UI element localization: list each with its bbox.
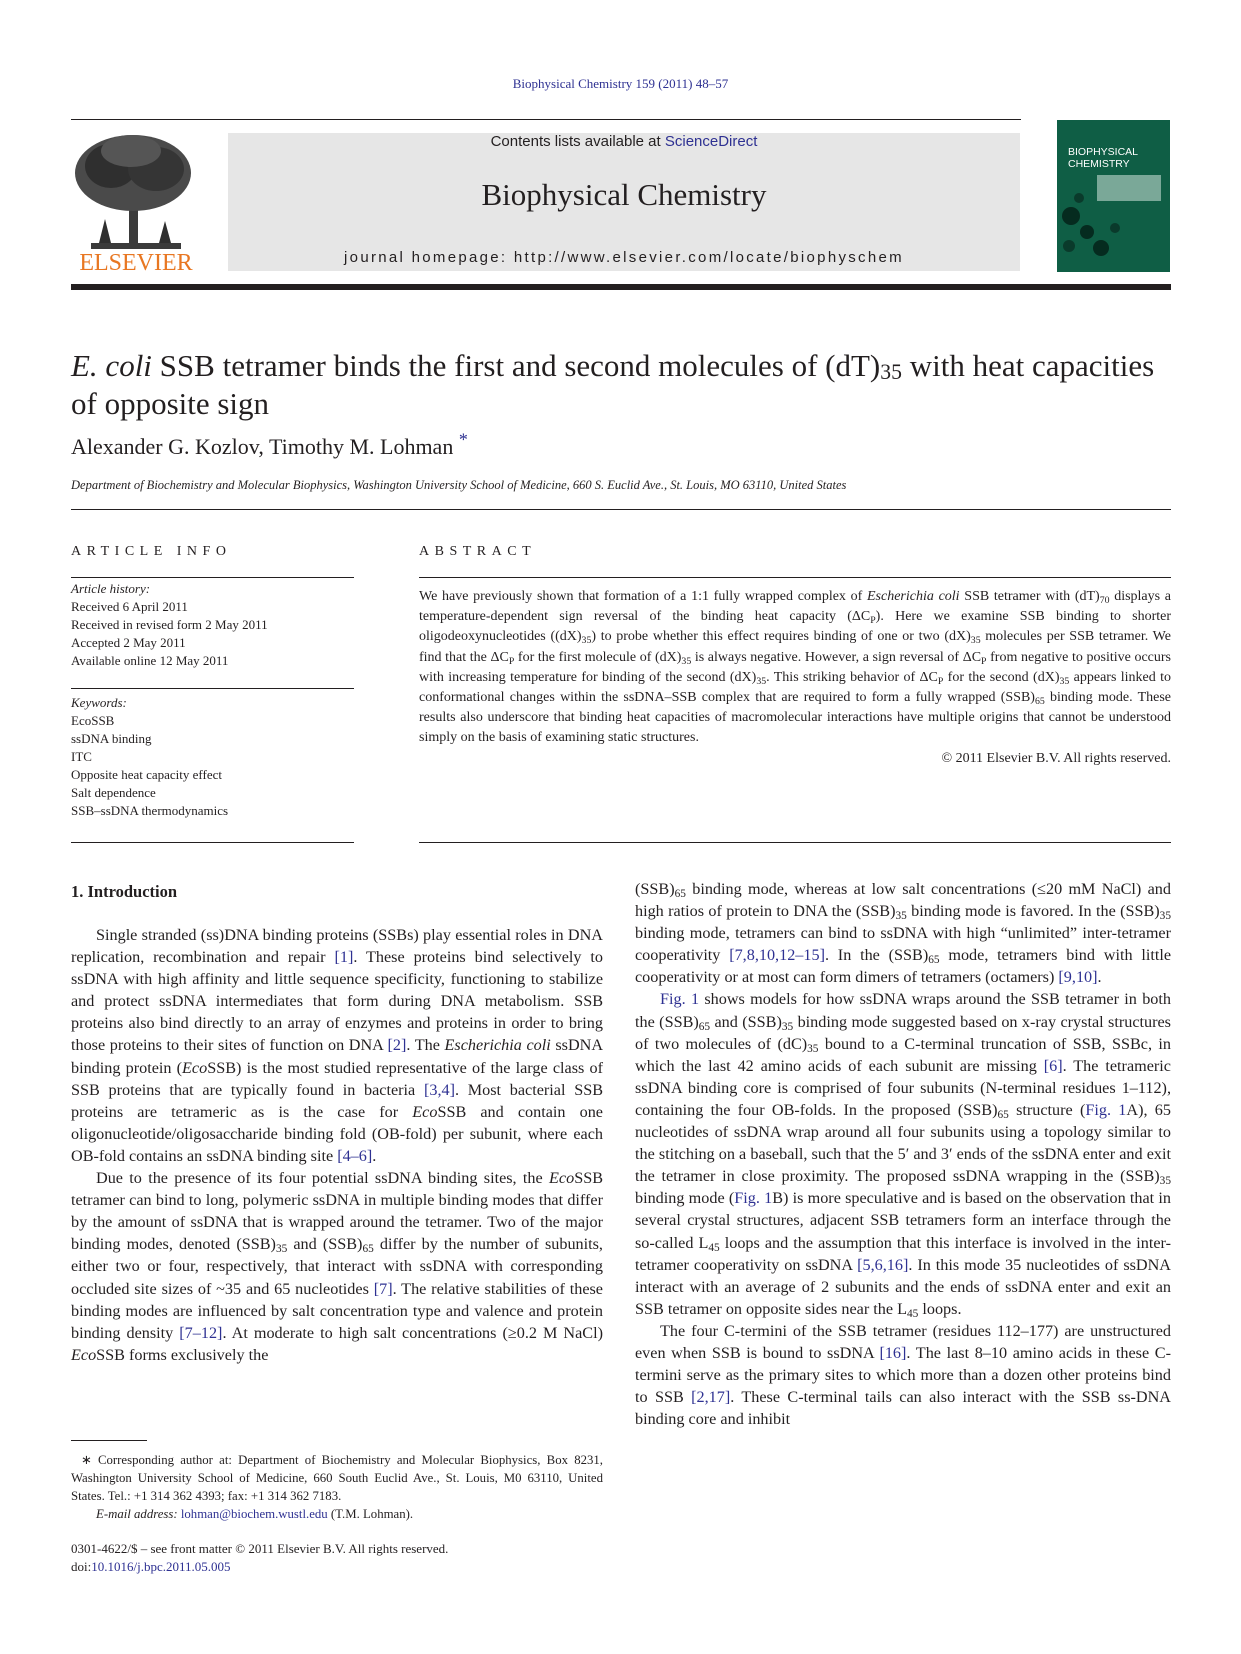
history-label: Article history: (71, 581, 151, 596)
ref-link[interactable]: [7–12] (179, 1323, 223, 1342)
ref-link[interactable]: [2] (387, 1036, 407, 1055)
elsevier-logo (71, 131, 201, 273)
title-part1: SSB tetramer binds the first and second molecules of (dT) (151, 348, 881, 383)
doi-prefix: doi: (71, 1559, 92, 1574)
title-rule (71, 509, 1171, 510)
revised-date: Received in revised form 2 May 2011 (71, 617, 268, 632)
section-heading-introduction: 1. Introduction (71, 882, 178, 901)
keyword: ssDNA binding (71, 731, 152, 746)
issn-block (71, 1540, 448, 1576)
keyword: Salt dependence (71, 785, 156, 800)
keywords (71, 694, 228, 820)
ref-link[interactable]: [7] (373, 1279, 393, 1298)
abstract-heading: ABSTRACT (419, 544, 537, 559)
affiliation: Department of Biochemistry and Molecular Biophysics, Washington University School of Medicine, 660 S. Euclid Ave., St. Louis, MO 63110, United States (71, 478, 847, 492)
keyword: Opposite heat capacity effect (71, 767, 222, 782)
contents-prefix: Contents lists available at (490, 133, 665, 150)
title-part2: with heat capacities of opposite sign (71, 348, 1155, 421)
abstract-rule (419, 577, 1171, 578)
corresponding-author-footnote: ∗ Corresponding author at: Department of Biochemistry and Molecular Biophysics, Box 8231, Washington University School of Medicine, 660 South Euclid Ave., St. Louis, M0 63110, United States. Tel.: +1 314 362 4393; fax: +1 314 362 7183. E-mail address: lohman@biochem.wustl.edu (T.M. Lohman). (71, 1453, 604, 1521)
online-date: Available online 12 May 2011 (71, 653, 229, 668)
received-date: Received 6 April 2011 (71, 599, 188, 614)
article-history (71, 580, 268, 670)
keywords-label: Keywords: (71, 695, 127, 710)
figure-link[interactable]: Fig. 1 (1085, 1100, 1127, 1119)
ref-link[interactable]: [4–6] (337, 1146, 373, 1165)
author-list (71, 429, 468, 460)
journal-masthead (228, 133, 1020, 271)
article-info-bottom-rule (71, 842, 354, 843)
keywords-rule (71, 688, 354, 689)
intro-right-column (635, 878, 1171, 1430)
figure-link[interactable]: Fig. 1 (734, 1189, 773, 1208)
journal-title: Biophysical Chemistry (481, 177, 767, 212)
cover-title-line1: BIOPHYSICAL (1068, 146, 1139, 158)
ref-link[interactable]: [2,17] (691, 1388, 731, 1407)
ref-link[interactable]: [5,6,16] (857, 1255, 909, 1274)
paragraph: $(SSB)_{65}$ binding mode, whereas at low salt concentrations (≤20 mM NaCl) and high ratios of protein to DNA the $(SSB)_{35}$ binding mode is favored. In the $(SSB)_{35}$ binding mode, tetramers can bind to ssDNA with high “unlimited” inter-tetramer cooperativity [7,8,10,12–15]. In the $(SSB)_{65}$ mode, tetramers bind with little cooperativity or at most can form dimers of tetramers (octamers) [9,10]. (635, 880, 1172, 987)
ref-link[interactable]: [6] (1043, 1056, 1063, 1075)
paragraph: Fig. 1 shows models for how ssDNA wraps around the SSB tetramer in both the $(SSB)_{65}$ and $(SSB)_{35}$ binding mode suggested based on x-ray crystal structures of two molecules of $(dC)_{35}$ bound to a C-terminal truncation of SSB, SSBc, in which the last 42 amino acids of each subunit are missing [6]. The tetrameric ssDNA binding core is comprised of four subunits (N-terminal residues 1–112), containing the four OB-folds. In the proposed $(SSB)_{65}$ structure (Fig. 1A), 65 nucleotides of ssDNA wrap around all four subunits using a topology similar to the stitching on a baseball, such that the 5′ and 3′ ends of the ssDNA enter and exit the tetramer in close proximity. The proposed ssDNA wrapping in the $(SSB)_{35}$ binding mode (Fig. 1B) is more speculative and is based on the observation that in several crystal structures, adjacent SSB tetramers form an interface through the so-called $L_{45}$ loops and the assumption that this interface is involved in the inter-tetramer cooperativity on ssDNA [5,6,16]. In this mode 35 nucleotides of ssDNA interact with an average of 2 subunits and the ends of ssDNA enter and exit an SSB tetramer on opposite sides near the $L_{45}$ loops. (635, 990, 1171, 1320)
abstract-text: We have previously shown that formation of a 1:1 fully wrapped complex of Escherichia coli SSB tetramer with $(dT)_{70}$ displays a temperature-dependent sign reversal of the binding heat capacity $(\Delta C_P)$. Here we examine SSB binding to shorter oligodeoxynucleotides $((dX)_{35})$ to probe whether this effect requires binding of one or two $(dX)_{35}$ molecules per SSB tetramer. We find that the $\Delta C_P$ for the first molecule of $(dX)_{35}$ is always negative. However, a sign reversal of $\Delta C_P$ from negative to positive occurs with increasing temperature for binding of the second $(dX)_{35}$. This striking behavior of $\Delta C_P$ for the second $(dX)_{35}$ appears linked to conformational changes within the ssDNA–SSB complex that are required to form a fully wrapped $(SSB)_{65}$ binding mode. These results also underscore that binding heat capacities of macromolecular interactions have multiple origins that cannot be understood simply on the basis of examining static structures. © 2011 Elsevier B.V. All rights reserved. (419, 587, 1171, 769)
article-info-heading: ARTICLE INFO (71, 544, 232, 559)
journal-citation[interactable]: Biophysical Chemistry 159 (2011) 48–57 (512, 76, 729, 91)
figure-link[interactable]: Fig. 1 (660, 990, 700, 1009)
ref-link[interactable]: [7,8,10,12–15] (729, 946, 825, 965)
paragraph: Due to the presence of its four potential ssDNA binding sites, the EcoSSB tetramer can bind to long, polymeric ssDNA in multiple binding modes that differ by the amount of ssDNA that is wrapped around the tetramer. Two of the major binding modes, denoted $(SSB)_{35}$ and $(SSB)_{65}$ differ by the number of subunits, either two or four, respectively, that interact with ssDNA with corresponding occluded site sizes of ~35 and 65 nucleotides [7]. The relative stabilities of these binding modes are influenced by salt concentration type and valence and protein binding density [7–12]. At moderate to high salt concentrations (≥0.2 M NaCl) EcoSSB forms exclusively the (71, 1169, 603, 1364)
keyword: SSB–ssDNA thermodynamics (71, 803, 229, 818)
elsevier-wordmark: ELSEVIER (79, 250, 193, 273)
keyword: EcoSSB (71, 713, 115, 728)
ref-link[interactable]: [9,10] (1058, 968, 1098, 987)
corresponding-text: Corresponding author at: Department of Biochemistry and Molecular Biophysics, Box 8231, Washington University School of Medicine, 660 South Euclid Ave., St. Louis, M0 63110, United States. Tel.: +1 314 362 4393; fax: +1 314 362 7183. (71, 1453, 604, 1503)
ref-link[interactable]: [16] (879, 1343, 907, 1362)
footnote-rule (71, 1440, 147, 1441)
abstract-copyright: © 2011 Elsevier B.V. All rights reserved. (941, 750, 1171, 766)
masthead-rule (71, 284, 1171, 290)
paragraph: The four C-termini of the SSB tetramer (residues 112–177) are unstructured even when SSB is bound to ssDNA [16]. The last 8–10 amino acids in these C-termini serve as the primary sites to which more than a dozen other proteins bind to SSB [2,17]. These C-terminal tails can also interact with the SSB ss-DNA binding core and inhibit (635, 1321, 1171, 1429)
header-rule (71, 119, 1021, 120)
contents-line (228, 133, 1020, 150)
doi-link[interactable]: 10.1016/j.bpc.2011.05.005 (91, 1559, 231, 1574)
issn-line: 0301-4622/$ – see front matter © 2011 Elsevier B.V. All rights reserved. (71, 1541, 449, 1556)
abstract-bottom-rule (419, 842, 1171, 843)
article-title (71, 347, 1171, 423)
journal-homepage[interactable]: journal homepage: http://www.elsevier.com/locate/biophyschem (344, 249, 904, 266)
journal-cover (1057, 120, 1170, 272)
title-sub: 35 (880, 360, 902, 384)
email-suffix: (T.M. Lohman). (327, 1507, 414, 1521)
paragraph: Single stranded (ss)DNA binding proteins (SSBs) play essential roles in DNA replication, recombination and repair [1]. These proteins bind selectively to ssDNA with high affinity and little sequence specificity, functioning to stabilize and protect ssDNA intermediates that form during DNA metabolism. SSB proteins also bind directly to an array of enzymes and proteins in order to bring those proteins to their sites of function on DNA [2]. The Escherichia coli ssDNA binding protein (EcoSSB) is the most studied representative of the large class of SSB proteins that are typically found in bacteria [3,4]. Most bacterial SSB proteins are tetrameric as is the case for EcoSSB and contain one oligonucleotide/oligosaccharide binding fold (OB-fold) per subunit, where each OB-fold contains an ssDNA binding site [4–6]. (71, 926, 604, 1165)
article-info-rule (71, 577, 354, 578)
authors: Alexander G. Kozlov, Timothy M. Lohman (71, 434, 454, 459)
ref-link[interactable]: [1] (334, 948, 354, 967)
accepted-date: Accepted 2 May 2011 (71, 635, 186, 650)
ref-link[interactable]: [3,4] (423, 1080, 455, 1099)
email-link[interactable]: lohman@biochem.wustl.edu (180, 1507, 328, 1521)
sciencedirect-link[interactable]: ScienceDirect (664, 133, 758, 150)
email-label: E-mail address: (96, 1507, 181, 1521)
title-italic: E. coli (71, 348, 152, 383)
intro-left-column (71, 924, 603, 1366)
keyword: ITC (71, 749, 92, 764)
cover-title-line2: CHEMISTRY (1068, 158, 1130, 170)
corresponding-author-mark[interactable]: * (458, 429, 468, 450)
